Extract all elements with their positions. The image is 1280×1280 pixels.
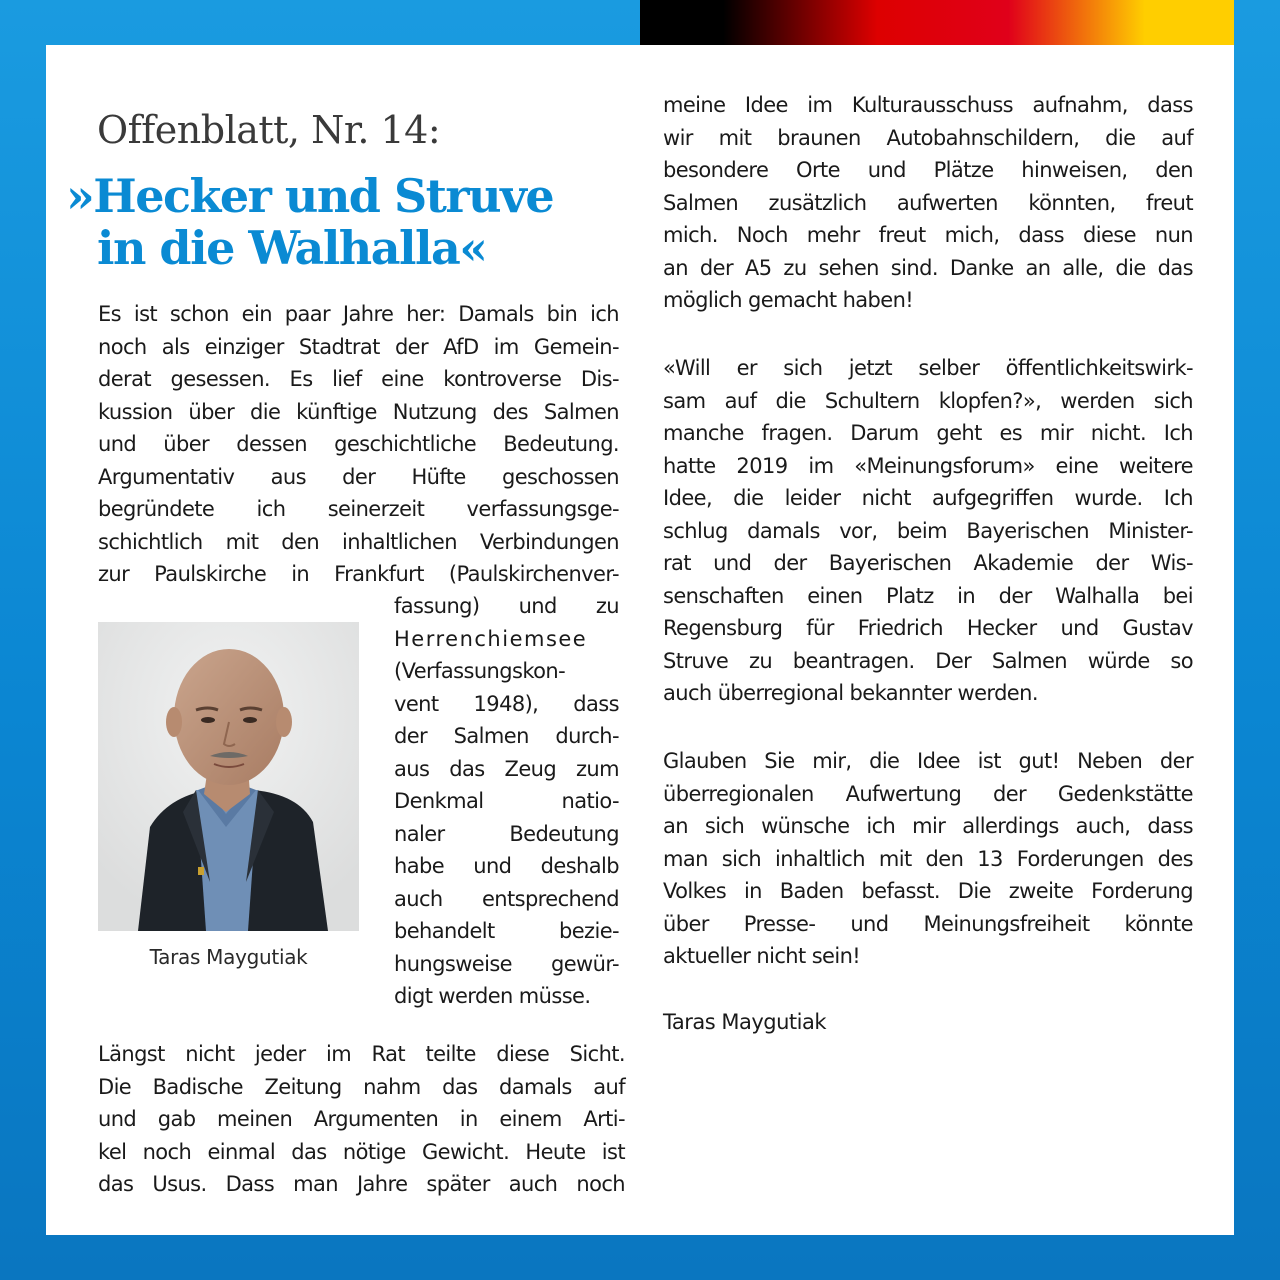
text-line: kussion über die künftige Nutzung des Salmen	[98, 399, 619, 424]
text-line: Idee, die leider nicht aufgegriffen wurde. Ich	[663, 486, 1193, 510]
text-line: Herrenchiemsee	[394, 626, 588, 651]
text-line: habe und deshalb	[394, 854, 619, 878]
text-line: Volkes in Baden befasst. Die zweite Forderung	[663, 879, 1193, 903]
text-line: aus das Zeug zum	[394, 756, 619, 781]
text-line: Denkmal natio-	[394, 789, 619, 813]
text-line: Salmen zusätzlich aufwerten könnten, freut	[663, 190, 1193, 215]
text-line: senschaften einen Platz in der Walhalla bei	[663, 583, 1193, 608]
kicker-title: Offenblatt, Nr. 14:	[97, 108, 441, 152]
paragraph-2	[98, 1038, 625, 1201]
text-line: Glauben Sie mir, die Idee ist gut! Neben der	[663, 749, 1193, 773]
text-line: aktueller nicht sein!	[663, 944, 861, 968]
portrait-photo	[98, 622, 359, 931]
text-line: auch entsprechend	[394, 886, 619, 911]
text-line: an sich wünsche ich mir allerdings auch, dass	[663, 814, 1193, 838]
text-line: der Salmen durch-	[394, 724, 619, 748]
text-line: Struve zu beantragen. Der Salmen würde so	[663, 648, 1193, 673]
text-line: über Presse- und Meinungsfreiheit könnte	[663, 911, 1193, 936]
text-line: Längst nicht jeder im Rat teilte diese Sicht.	[98, 1042, 625, 1066]
text-line: «Will er sich jetzt selber öffentlichkeitswirk-	[663, 356, 1193, 380]
headline-line-1: »Hecker und Struve	[66, 169, 554, 223]
text-line: kel noch einmal das nötige Gewicht. Heute ist	[98, 1139, 625, 1164]
text-line: an der A5 zu sehen sind. Danke an alle, die das	[663, 255, 1193, 280]
text-line: meine Idee im Kulturausschuss aufnahm, dass	[663, 93, 1193, 117]
text-line: man sich inhaltlich mit den 13 Forderungen des	[663, 846, 1193, 871]
text-line: und gab meinen Argumenten in einem Arti-	[98, 1107, 625, 1131]
text-line: besondere Orte und Plätze hinweisen, den	[663, 158, 1193, 182]
text-line: vent 1948), dass	[394, 691, 619, 716]
text-line: schichtlich mit den inhaltlichen Verbindungen	[98, 529, 619, 554]
right-paragraph-2	[663, 352, 1193, 710]
text-line: fassung) und zu	[394, 594, 619, 618]
text-line: sam auf die Schultern klopfen?», werden sich	[663, 388, 1193, 413]
text-line: wir mit braunen Autobahnschildern, die auf	[663, 125, 1193, 150]
text-line: überregionalen Aufwertung der Gedenkstätte	[663, 781, 1193, 806]
text-line: rat und der Bayerischen Akademie der Wis-	[663, 551, 1193, 575]
text-line: Es ist schon ein paar Jahre her: Damals bin ich	[98, 302, 619, 326]
wrap-paragraph	[394, 590, 619, 1013]
text-line: und über dessen geschichtliche Bedeutung.	[98, 432, 619, 456]
text-line: zur Paulskirche in Frankfurt (Paulskirchenver-	[98, 562, 619, 586]
text-line: das Usus. Dass man Jahre später auch noch	[98, 1172, 625, 1196]
text-line: begründete ich seinerzeit verfassungsge-	[98, 497, 619, 521]
intro-paragraph	[98, 298, 619, 591]
text-line: derat gesessen. Es lief eine kontroverse Dis-	[98, 367, 619, 391]
text-line: Die Badische Zeitung nahm das damals auf	[98, 1074, 625, 1099]
text-line: schlug damals vor, beim Bayerischen Minister-	[663, 518, 1193, 543]
text-line: behandelt bezie-	[394, 919, 619, 943]
photo-caption: Taras Maygutiak	[149, 945, 308, 969]
text-line: Argumentativ aus der Hüfte geschossen	[98, 464, 619, 489]
text-line: hungsweise gewür-	[394, 951, 619, 976]
text-line: noch als einziger Stadtrat der AfD im Gemein-	[98, 334, 619, 359]
text-line: digt werden müsse.	[394, 984, 591, 1008]
text-line: (Verfassungskon-	[394, 659, 566, 683]
article-headline	[66, 170, 553, 274]
right-paragraph-3	[663, 745, 1193, 973]
text-line: hatte 2019 im «Meinungsforum» eine weitere	[663, 453, 1193, 478]
portrait-illustration	[98, 622, 359, 931]
headline-line-2: in die Walhalla«	[97, 221, 487, 275]
text-line: auch überregional bekannter werden.	[663, 681, 1038, 705]
right-paragraph-1	[663, 89, 1193, 317]
text-line: manche fragen. Darum geht es mir nicht. Ich	[663, 421, 1193, 445]
text-line: mich. Noch mehr freut mich, dass diese nun	[663, 223, 1193, 247]
text-line: naler Bedeutung	[394, 821, 619, 846]
author-signature: Taras Maygutiak	[663, 1010, 826, 1034]
text-line: Regensburg für Friedrich Hecker und Gustav	[663, 616, 1193, 640]
text-line: möglich gemacht haben!	[663, 288, 914, 312]
flag-color-strip	[640, 0, 1234, 45]
